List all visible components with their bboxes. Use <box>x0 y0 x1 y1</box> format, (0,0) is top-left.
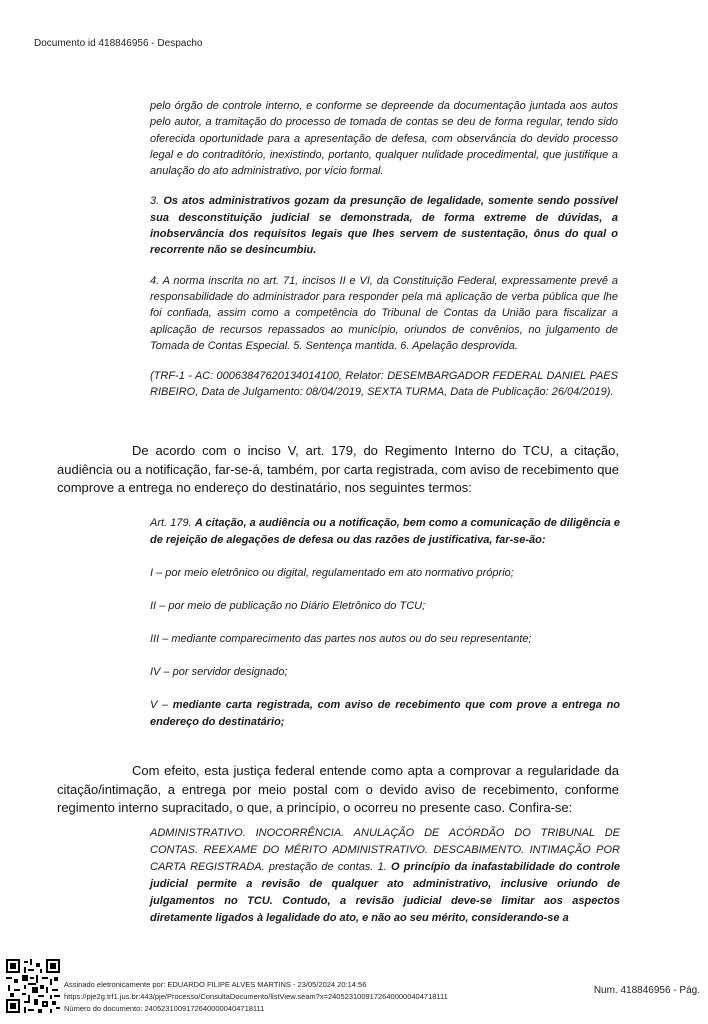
quote1-paragraph-3: 4. A norma inscrita no art. 71, incisos II e VI, da Constituição Federal, expressamente prevê a responsabilidade do administrador para responder pela má aplicação de verba pública que lhe foi confiada, assim como a competência do Tribunal de Contas da União para fiscalizar a aplicação de recursos repassados ao município, oriundos de convênios, no julgamento de Tomada de Contas Especial. 5. Sentença mantida. 6. Apelação desprovida. <box>150 274 618 352</box>
body-paragraph-1-text: De acordo com o inciso V, art. 179, do Regimento Interno do TCU, a citação, audiência ou a notificação, far-se-á, também, por carta registrada, com aviso de recebimento que comprove a entrega no endereço do destinatário, nos seguintes termos: <box>57 443 619 495</box>
quote1-paragraph-2 <box>150 193 618 258</box>
art179-item-2: II – por meio de publicação no Diário Eletrônico do TCU; <box>150 600 426 612</box>
document-id-header: Documento id 418846956 - Despacho <box>34 38 203 49</box>
quote3-normal: ADMINISTRATIVO. INOCORRÊNCIA. ANULAÇÃO DE ACÓRDÃO DO TRIBUNAL DE CONTAS. REEXAME DO MÉRITO ADMINISTRATIVO. DESCABIMENTO. INTIMAÇÃO POR CARTA REGISTRADA. prestação de contas. 1. <box>150 827 620 873</box>
document-url-link[interactable]: https://pje2g.trf1.jus.br:443/pje/Processo/ConsultaDocumento/listView.seam?x=24052310091726400000404718111 <box>64 992 448 1001</box>
page-number: Num. 418846956 - Pág. <box>593 985 700 996</box>
citation-block-2 <box>150 515 620 731</box>
art179-item-4: IV – por servidor designado; <box>150 666 288 678</box>
signature-footer <box>0 955 708 1024</box>
art179-item-1: I – por meio eletrônico ou digital, regulamentado em ato normativo próprio; <box>150 567 514 579</box>
body-paragraph-2-text: Com efeito, esta justiça federal entende como apta a comprovar a regularidade da citação/intimação, a entrega por meio postal com o devido aviso de recebimento, conforme regimento interno supracitado, o que, a princípio, o ocorreu no presente caso. Confira-se: <box>57 763 619 815</box>
art179-item5-prefix: V – <box>150 699 169 711</box>
document-number: Número do documento: 24052310091726400000404718111 <box>64 1004 265 1013</box>
quote3-paragraph <box>150 825 620 927</box>
quote1-para2-bold: Os atos administrativos gozam da presunção de legalidade, somente sendo possível sua desconstituição judicial se demonstrada, de forma extreme de dúvidas, a inobservância dos requisitos legais que lhes servem de sustentação, ônus do qual o recorrente não se desincumbiu. <box>150 195 618 257</box>
quote1-paragraph-1: pelo órgão de controle interno, e conforme se depreende da documentação juntada aos autos pelo autor, a tramitação do processo de tomada de contas se deu de forma regular, tendo sido oferecida oportunidade para a apresentação de defesa, com observância do devido processo legal e do contraditório, inexistindo, portanto, qualquer nulidade procedimental, que justifique a anulação do ato administrativo, por vício formal. <box>150 100 618 178</box>
quote3-bold: O princípio da inafastabilidade do controle judicial permite a revisão de qualquer ato administrativo, inclusive oriundo de julgamentos no TCU. Contudo, a revisão judicial deve-se limitar aos aspectos diretamente ligados à legalidade do ato, e não ao seu mérito, considerando-se a <box>150 861 620 924</box>
art179-bold: A citação, a audiência ou a notificação, bem como a comunicação de diligência e de rejeição de alegações de defesa ou das razões de justificativa, far-se-ão: <box>150 517 621 546</box>
signature-line: Assinado eletronicamente por: EDUARDO FILIPE ALVES MARTINS - 23/05/2024 20:14:56 <box>64 980 367 989</box>
body-paragraph-1 <box>57 442 619 498</box>
citation-block-1 <box>150 98 618 401</box>
art179-item-5 <box>150 697 620 731</box>
quote1-para2-number: 3. <box>150 195 160 208</box>
art179-item5-bold: mediante carta registrada, com aviso de recebimento que com prove a entrega no endereço do destinatário; <box>150 699 621 728</box>
body-paragraph-2 <box>57 762 619 818</box>
quote1-paragraph-4: (TRF-1 - AC: 00063847620134014100, Relator: DESEMBARGADOR FEDERAL DANIEL PAES RIBEIRO, Data de Julgamento: 08/04/2019, SEXTA TURMA, Data de Publicação: 26/04/2019). <box>150 370 618 399</box>
art179-prefix: Art. 179. <box>150 517 192 529</box>
art179-heading <box>150 515 620 549</box>
citation-block-3 <box>150 825 620 927</box>
art179-item-3: III – mediante comparecimento das partes nos autos ou do seu representante; <box>150 633 532 645</box>
qr-code-icon <box>6 959 60 1013</box>
